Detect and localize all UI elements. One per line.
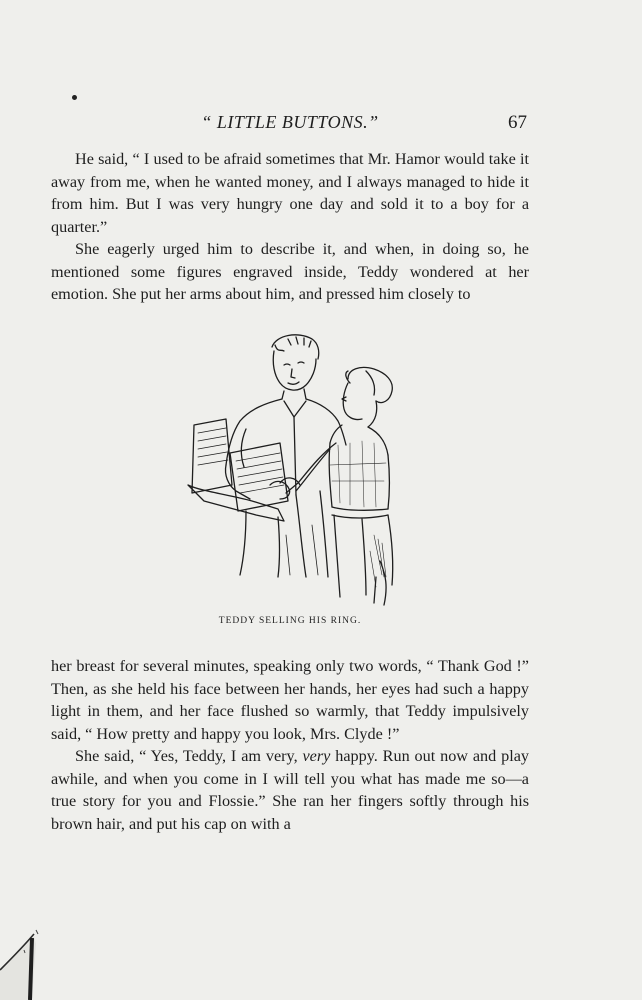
page-header <box>51 112 529 138</box>
paragraph: He said, “ I used to be afraid sometimes that Mr. Hamor would take it away from me, when he wanted money, and I always managed to hide it from him. But I was very hungry one day and sold it to a boy for a quarter.” <box>51 150 529 236</box>
paragraph <box>51 745 529 835</box>
illustration-two-boys <box>180 325 410 615</box>
emphasis: very <box>302 747 331 765</box>
paragraph: She eagerly urged him to describe it, and when, in doing so, he mentioned some figures engraved inside, Teddy wondered at her emotion. She put her arms about him, and pressed him closely to <box>51 240 529 303</box>
running-head: “ LITTLE BUTTONS.” <box>201 112 379 132</box>
paragraph: her breast for several minutes, speaking only two words, “ Thank God !” Then, as she held his face between her hands, her eyes had such a happy light in them, and her face flushed so warmly, that Teddy impulsively said, “ How pretty and happy you look, Mrs. Clyde !” <box>51 657 529 743</box>
page-corner-damage <box>0 920 60 1000</box>
ink-speck <box>72 95 77 100</box>
page-number: 67 <box>508 112 527 133</box>
text-run: She said, “ Yes, Teddy, I am very, <box>75 747 303 765</box>
illustration-caption: TEDDY SELLING HIS RING. <box>218 616 362 626</box>
text-run: happy. Run out now and play awhile, and when you come in I will tell you what has made me so—a true story for you and Flossie.” She ran her fingers softly through his brown hair, and put his cap on with a <box>51 747 529 833</box>
text-block-bottom <box>51 655 529 835</box>
text-block-top <box>51 148 529 306</box>
